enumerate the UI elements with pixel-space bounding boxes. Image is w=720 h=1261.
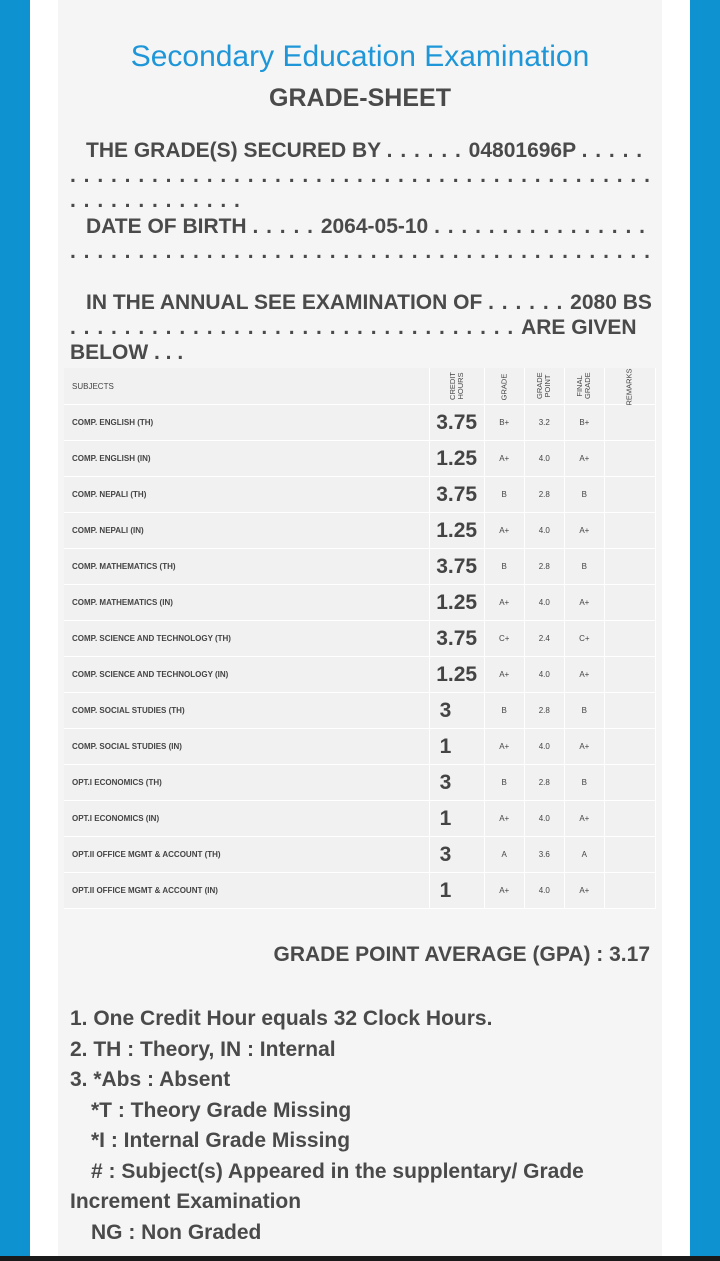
grade-point-cell: 2.4 xyxy=(525,621,565,657)
exam-label: IN THE ANNUAL SEE EXAMINATION OF xyxy=(86,291,483,314)
credit-cell: 1.25 xyxy=(430,441,485,477)
table-row xyxy=(64,837,656,873)
note-item: *T : Theory Grade Missing xyxy=(91,1098,352,1122)
grade-point-cell: 4.0 xyxy=(525,513,565,549)
grade-point-cell: 4.0 xyxy=(525,441,565,477)
subject-cell: COMP. NEPALI (TH) xyxy=(64,477,430,513)
note-item: 2. TH : Theory, IN : Internal xyxy=(70,1037,336,1061)
table-row xyxy=(64,549,656,585)
final-grade-cell: A+ xyxy=(565,873,605,909)
remarks-cell xyxy=(605,729,656,765)
final-grade-cell: A+ xyxy=(565,441,605,477)
exam-statement: IN THE ANNUAL SEE EXAMINATION OF . . . . . . 2080 BS . . . . . . . . . . . . . . . . . . . . . . . . . . . . . . . . . ARE GIVEN BELOW . . . xyxy=(70,291,652,364)
grades-table xyxy=(64,368,656,909)
credit-cell: 3.75 xyxy=(430,621,485,657)
final-grade-cell: A+ xyxy=(565,585,605,621)
table-row xyxy=(64,693,656,729)
subject-cell: COMP. SOCIAL STUDIES (TH) xyxy=(64,693,430,729)
remarks-cell xyxy=(605,405,656,441)
final-grade-cell: B xyxy=(565,693,605,729)
grade-cell: A+ xyxy=(485,873,525,909)
dob-label: DATE OF BIRTH xyxy=(86,215,247,238)
subject-cell: COMP. ENGLISH (TH) xyxy=(64,405,430,441)
header-final-grade: FINAL GRADE xyxy=(565,368,605,405)
subject-cell: COMP. SCIENCE AND TECHNOLOGY (IN) xyxy=(64,657,430,693)
credit-cell: 1.25 xyxy=(430,657,485,693)
subject-cell: OPT.I ECONOMICS (IN) xyxy=(64,801,430,837)
grade-cell: A+ xyxy=(485,729,525,765)
final-grade-cell: A xyxy=(565,837,605,873)
remarks-cell xyxy=(605,765,656,801)
subject-cell: OPT.II OFFICE MGMT & ACCOUNT (TH) xyxy=(64,837,430,873)
subject-cell: COMP. SOCIAL STUDIES (IN) xyxy=(64,729,430,765)
table-row xyxy=(64,657,656,693)
credit-cell: 1.25 xyxy=(430,585,485,621)
credit-cell: 3.75 xyxy=(430,477,485,513)
grade-cell: B+ xyxy=(485,405,525,441)
final-grade-cell: C+ xyxy=(565,621,605,657)
grade-cell: B xyxy=(485,693,525,729)
grade-cell: A+ xyxy=(485,801,525,837)
secured-by-label: THE GRADE(S) SECURED BY xyxy=(86,139,381,162)
symbol-number: 04801696P xyxy=(468,139,576,162)
gpa-label: GRADE POINT AVERAGE (GPA) : xyxy=(273,943,604,966)
subject-cell: COMP. MATHEMATICS (TH) xyxy=(64,549,430,585)
grade-sheet-card xyxy=(58,0,662,1256)
note-item: 3. *Abs : Absent xyxy=(70,1068,231,1091)
remarks-cell xyxy=(605,477,656,513)
grade-cell: A+ xyxy=(485,441,525,477)
note-item: *I : Internal Grade Missing xyxy=(91,1129,351,1152)
header-grade: GRADE xyxy=(485,368,525,405)
header-credit-hours: CREDIT HOURS xyxy=(430,368,485,405)
notes-section xyxy=(70,1004,652,1248)
table-row xyxy=(64,477,656,513)
table-row xyxy=(64,405,656,441)
note-item: # : Subject(s) Appeared in the supplentary/ Grade xyxy=(91,1159,584,1183)
credit-cell: 3 xyxy=(430,693,485,729)
grade-cell: A xyxy=(485,837,525,873)
grade-cell: B xyxy=(485,765,525,801)
remarks-cell xyxy=(605,441,656,477)
page-sheet xyxy=(30,0,690,1256)
note-item: 1. One Credit Hour equals 32 Clock Hours. xyxy=(70,1007,493,1030)
grade-point-cell: 2.8 xyxy=(525,693,565,729)
credit-cell: 1 xyxy=(430,873,485,909)
remarks-cell xyxy=(605,621,656,657)
exam-year: 2080 BS xyxy=(570,291,652,314)
dob-statement: DATE OF BIRTH . . . . . 2064-05-10 . . . . . . . . . . . . . . . . . . . . . . . . . . . . . . . . . . . . . . . . . . . . . . . . . . . . . . . . . . . xyxy=(70,215,651,263)
table-row xyxy=(64,873,656,909)
table-header-row xyxy=(64,368,656,405)
gpa-line xyxy=(273,940,650,970)
grade-point-cell: 3.6 xyxy=(525,837,565,873)
remarks-cell xyxy=(605,837,656,873)
table-row xyxy=(64,585,656,621)
final-grade-cell: B+ xyxy=(565,405,605,441)
remarks-cell xyxy=(605,513,656,549)
grade-cell: A+ xyxy=(485,657,525,693)
grade-point-cell: 3.2 xyxy=(525,405,565,441)
exam-title: Secondary Education Examination xyxy=(130,40,590,73)
credit-cell: 3 xyxy=(430,765,485,801)
credit-cell: 1 xyxy=(430,729,485,765)
grade-cell: C+ xyxy=(485,621,525,657)
grade-point-cell: 4.0 xyxy=(525,657,565,693)
note-item: Increment Examination xyxy=(70,1190,302,1213)
credit-cell: 3.75 xyxy=(430,405,485,441)
final-grade-cell: A+ xyxy=(565,513,605,549)
final-grade-cell: B xyxy=(565,765,605,801)
grade-point-cell: 4.0 xyxy=(525,873,565,909)
remarks-cell xyxy=(605,657,656,693)
header-remarks: REMARKS xyxy=(605,368,656,405)
note-item: NG : Non Graded xyxy=(91,1220,262,1244)
final-grade-cell: A+ xyxy=(565,657,605,693)
grade-cell: B xyxy=(485,477,525,513)
grade-cell: B xyxy=(485,549,525,585)
header-subjects: SUBJECTS xyxy=(64,368,430,405)
table-row xyxy=(64,765,656,801)
remarks-cell xyxy=(605,801,656,837)
subject-cell: COMP. MATHEMATICS (IN) xyxy=(64,585,430,621)
final-grade-cell: A+ xyxy=(565,729,605,765)
final-grade-cell: B xyxy=(565,477,605,513)
secured-by-statement: THE GRADE(S) SECURED BY . . . . . . 04801696P . . . . . . . . . . . . . . . . . . . . . . . . . . . . . . . . . . . . . . . . . . . . . . . . . . . . . . . . . . . . . xyxy=(70,139,651,212)
grade-point-cell: 2.8 xyxy=(525,549,565,585)
credit-cell: 3.75 xyxy=(430,549,485,585)
table-row xyxy=(64,621,656,657)
header-grade-point: GRADE POINT xyxy=(525,368,565,405)
table-row xyxy=(64,441,656,477)
bottom-edge-bar xyxy=(0,1256,720,1261)
table-row xyxy=(64,513,656,549)
final-grade-cell: A+ xyxy=(565,801,605,837)
subject-cell: COMP. ENGLISH (IN) xyxy=(64,441,430,477)
dob-value: 2064-05-10 xyxy=(320,215,429,238)
table-row xyxy=(64,801,656,837)
grade-point-cell: 2.8 xyxy=(525,765,565,801)
credit-cell: 1 xyxy=(430,801,485,837)
remarks-cell xyxy=(605,585,656,621)
grade-point-cell: 4.0 xyxy=(525,729,565,765)
credit-cell: 1.25 xyxy=(430,513,485,549)
subject-cell: COMP. NEPALI (IN) xyxy=(64,513,430,549)
subject-cell: OPT.II OFFICE MGMT & ACCOUNT (IN) xyxy=(64,873,430,909)
grade-cell: A+ xyxy=(485,513,525,549)
given-below-text: ARE GIVEN BELOW . . . xyxy=(70,316,637,364)
subject-cell: OPT.I ECONOMICS (TH) xyxy=(64,765,430,801)
grade-point-cell: 4.0 xyxy=(525,801,565,837)
table-row xyxy=(64,729,656,765)
credit-cell: 3 xyxy=(430,837,485,873)
grade-point-cell: 4.0 xyxy=(525,585,565,621)
gpa-value: 3.17 xyxy=(609,943,650,966)
grade-sheet-heading: GRADE-SHEET xyxy=(269,84,451,112)
grade-point-cell: 2.8 xyxy=(525,477,565,513)
final-grade-cell: B xyxy=(565,549,605,585)
subject-cell: COMP. SCIENCE AND TECHNOLOGY (TH) xyxy=(64,621,430,657)
grade-cell: A+ xyxy=(485,585,525,621)
remarks-cell xyxy=(605,693,656,729)
remarks-cell xyxy=(605,873,656,909)
remarks-cell xyxy=(605,549,656,585)
